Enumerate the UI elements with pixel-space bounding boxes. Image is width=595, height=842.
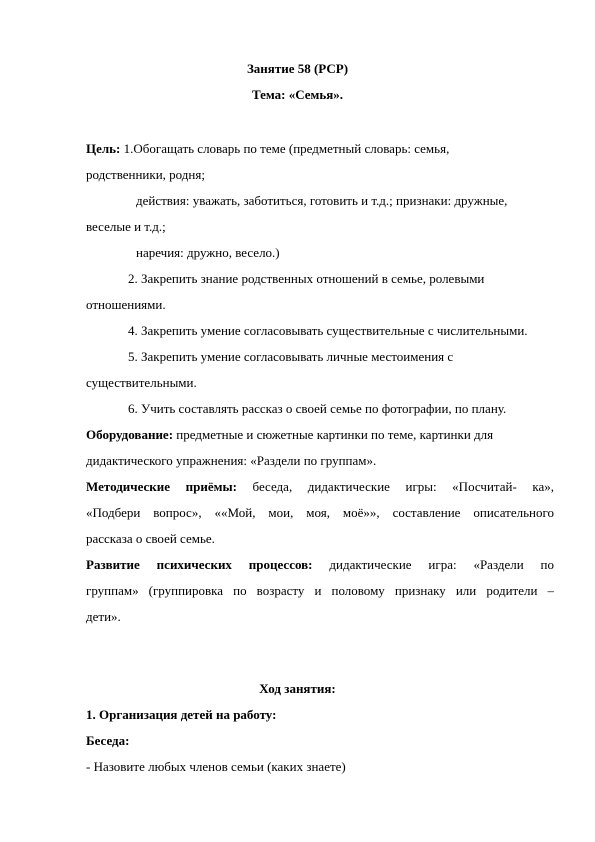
goal-item1-line3: действия: уважать, заботиться, готовить и т.д.; признаки: дружные, bbox=[136, 193, 508, 208]
development-line1 bbox=[86, 552, 554, 578]
methods-text: беседа, дидактические игры: «Посчитай- ка», bbox=[236, 479, 554, 494]
goal-item1-line2: родственники, родня; bbox=[86, 167, 205, 182]
goal-item6: 6. Учить составлять рассказ о своей семье по фотографии, по плану. bbox=[128, 401, 507, 416]
document-topic: Тема: «Семья». bbox=[251, 87, 344, 102]
equipment-label: Оборудование: bbox=[86, 427, 174, 442]
document-title: Занятие 58 (РСР) bbox=[246, 61, 349, 76]
goal-item5-line2: существительными. bbox=[86, 375, 197, 390]
goal-item1-line5: наречия: дружно, весело.) bbox=[136, 245, 280, 260]
methods-line1 bbox=[86, 474, 554, 500]
conversation-label: Беседа: bbox=[86, 733, 130, 748]
goal-item1-line4: веселые и т.д.; bbox=[86, 219, 166, 234]
goal-item1-line1 bbox=[86, 136, 449, 162]
methods-line3: рассказа о своей семье. bbox=[86, 531, 215, 546]
methods-line2: «Подбери вопрос», ««Мой, мои, моя, моё»», составление описательного bbox=[86, 505, 554, 520]
course-heading: Ход занятия: bbox=[259, 681, 336, 696]
development-line2: группам» (группировка по возрасту и половому признаку или родители – bbox=[86, 583, 554, 598]
goal-label: Цель: bbox=[86, 141, 121, 156]
equipment-line2: дидактического упражнения: «Раздели по группам». bbox=[86, 453, 377, 468]
development-label: Развитие психических процессов: bbox=[86, 557, 313, 572]
goal-item4: 4. Закрепить умение согласовывать существительные с числительными. bbox=[128, 323, 528, 338]
question-item: - Назовите любых членов семьи (каких знаете) bbox=[86, 759, 346, 774]
methods-label: Методические приёмы: bbox=[86, 479, 237, 494]
development-line3: дети». bbox=[86, 609, 121, 624]
goal-item2-line1: 2. Закрепить знание родственных отношений в семье, ролевыми bbox=[128, 271, 485, 286]
goal-item2-line2: отношениями. bbox=[86, 297, 166, 312]
goal-item5-line1: 5. Закрепить умение согласовывать личные местоимения с bbox=[128, 349, 454, 364]
equipment-line1 bbox=[86, 422, 493, 448]
section1-heading: 1. Организация детей на работу: bbox=[86, 707, 277, 722]
goal-item1-text: 1.Обогащать словарь по теме (предметный словарь: семья, bbox=[120, 141, 450, 156]
equipment-text: предметные и сюжетные картинки по теме, картинки для bbox=[173, 427, 494, 442]
development-text: дидактические игра: «Раздели по bbox=[312, 557, 555, 572]
